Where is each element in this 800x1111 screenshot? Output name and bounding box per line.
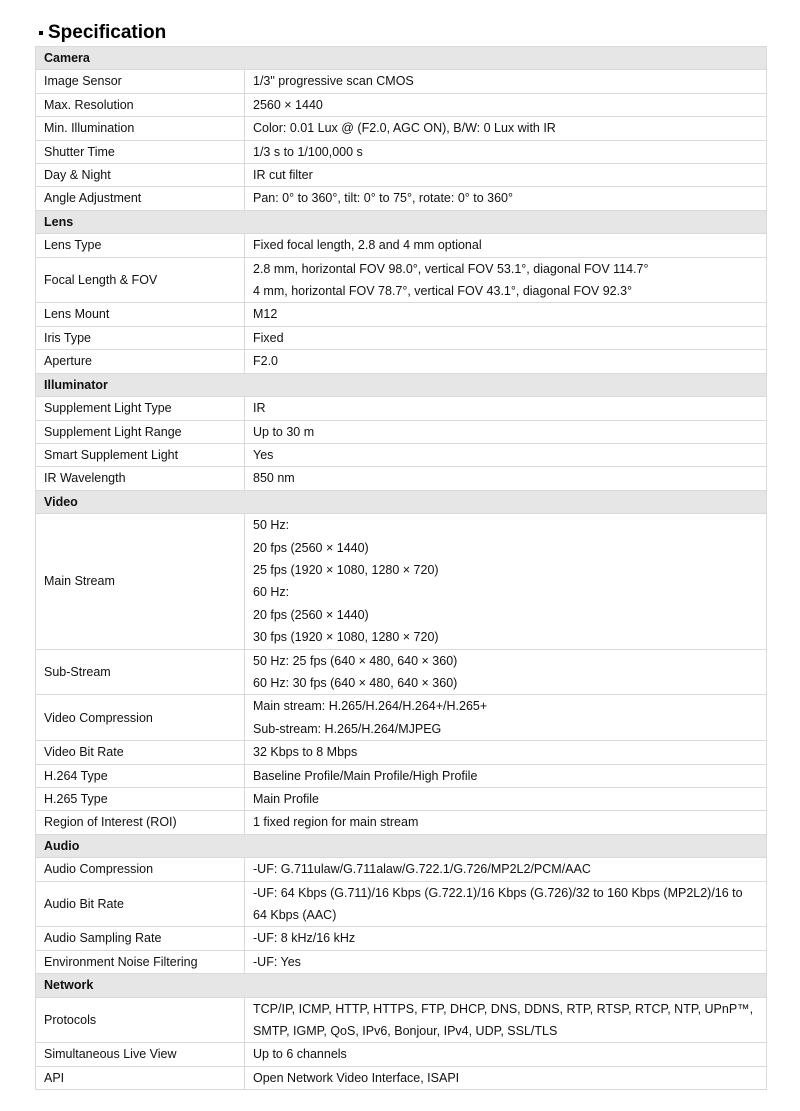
spec-label: Audio Compression: [36, 858, 245, 881]
spec-value: [245, 514, 767, 649]
spec-label: Region of Interest (ROI): [36, 811, 245, 834]
section-header-video: [36, 490, 767, 513]
spec-label: Smart Supplement Light: [36, 443, 245, 466]
spec-label: Shutter Time: [36, 140, 245, 163]
spec-row: [36, 117, 767, 140]
spec-value-line: 850 nm: [253, 471, 295, 486]
spec-value-line: 4 mm, horizontal FOV 78.7°, vertical FOV 43.1°, diagonal FOV 92.3°: [253, 284, 633, 299]
spec-value: [245, 1066, 767, 1089]
section-header-network: [36, 974, 767, 997]
spec-row: [36, 858, 767, 881]
spec-value-line: Up to 30 m: [253, 424, 315, 439]
spec-value: [245, 649, 767, 695]
spec-value-line: Sub-stream: H.265/H.264/MJPEG: [253, 721, 442, 736]
spec-value-line: 25 fps (1920 × 1080, 1280 × 720): [253, 562, 439, 577]
spec-row: [36, 234, 767, 257]
spec-table: [35, 46, 767, 1090]
spec-value: [245, 788, 767, 811]
spec-value: [245, 257, 767, 303]
spec-label: Video Compression: [36, 695, 245, 741]
spec-label: H.264 Type: [36, 764, 245, 787]
spec-row: [36, 257, 767, 303]
spec-value: [245, 443, 767, 466]
spec-value-line: TCP/IP, ICMP, HTTP, HTTPS, FTP, DHCP, DNS, DDNS, RTP, RTSP, RTCP, NTP, UPnP™,: [253, 1001, 754, 1016]
spec-label: Lens Type: [36, 234, 245, 257]
spec-value-line: 32 Kbps to 8 Mbps: [253, 745, 358, 760]
spec-value-line: Main Profile: [253, 792, 319, 806]
spec-value-line: Open Network Video Interface, ISAPI: [253, 1070, 460, 1085]
spec-label: Video Bit Rate: [36, 741, 245, 764]
section-header-lens: [36, 210, 767, 233]
spec-value-line: M12: [253, 307, 278, 322]
section-title: Audio: [36, 834, 767, 857]
spec-row: [36, 187, 767, 210]
spec-value-line: 1 fixed region for main stream: [253, 815, 419, 830]
spec-value-line: 20 fps (2560 × 1440): [253, 607, 369, 622]
spec-value-line: 20 fps (2560 × 1440): [253, 540, 369, 555]
page-title-text: Specification: [48, 22, 167, 43]
spec-row: [36, 649, 767, 695]
spec-value: [245, 997, 767, 1043]
spec-row: [36, 950, 767, 973]
spec-value: [245, 303, 767, 326]
spec-label: Aperture: [36, 350, 245, 373]
spec-row: [36, 788, 767, 811]
spec-label: Audio Sampling Rate: [36, 927, 245, 950]
spec-row: [36, 420, 767, 443]
spec-value-line: 60 Hz: 30 fps (640 × 480, 640 × 360): [253, 675, 458, 690]
spec-row: [36, 881, 767, 927]
spec-value-line: Up to 6 channels: [253, 1047, 347, 1062]
spec-row: [36, 741, 767, 764]
section-header-camera: [36, 47, 767, 70]
spec-label: API: [36, 1066, 245, 1089]
spec-value-line: -UF: 8 kHz/16 kHz: [253, 931, 356, 946]
page-title: [39, 22, 766, 44]
spec-value: [245, 140, 767, 163]
spec-label: Simultaneous Live View: [36, 1043, 245, 1066]
spec-value: [245, 695, 767, 741]
spec-value-line: Yes: [253, 447, 274, 462]
spec-value: [245, 187, 767, 210]
spec-value-line: 50 Hz: 25 fps (640 × 480, 640 × 360): [253, 653, 458, 668]
spec-value: [245, 326, 767, 349]
spec-value: [245, 467, 767, 490]
spec-value: [245, 811, 767, 834]
spec-value-line: F2.0: [253, 354, 279, 369]
spec-value: [245, 117, 767, 140]
spec-row: [36, 350, 767, 373]
spec-row: [36, 326, 767, 349]
spec-value-line: Pan: 0° to 360°, tilt: 0° to 75°, rotate: 0° to 360°: [253, 191, 514, 206]
spec-value: [245, 858, 767, 881]
spec-value-line: -UF: 64 Kbps (G.711)/16 Kbps (G.722.1)/16 Kbps (G.726)/32 to 160 Kbps (MP2L2)/16 to: [253, 885, 743, 900]
spec-row: [36, 93, 767, 116]
section-title: Lens: [36, 210, 767, 233]
spec-value-line: 50 Hz:: [253, 518, 290, 533]
spec-value: [245, 927, 767, 950]
spec-row: [36, 1066, 767, 1089]
spec-row: [36, 695, 767, 741]
spec-row: [36, 764, 767, 787]
spec-value-line: Baseline Profile/Main Profile/High Profile: [253, 768, 478, 783]
spec-row: [36, 514, 767, 649]
spec-value: [245, 397, 767, 420]
spec-label: Protocols: [36, 997, 245, 1043]
spec-row: [36, 70, 767, 93]
square-bullet-icon: [39, 31, 43, 35]
spec-label: Focal Length & FOV: [36, 257, 245, 303]
spec-row: [36, 140, 767, 163]
spec-value-line: 30 fps (1920 × 1080, 1280 × 720): [253, 630, 439, 645]
spec-row: [36, 1043, 767, 1066]
spec-label: Image Sensor: [36, 70, 245, 93]
spec-value: [245, 93, 767, 116]
spec-value: [245, 420, 767, 443]
spec-label: H.265 Type: [36, 788, 245, 811]
spec-label: Max. Resolution: [36, 93, 245, 116]
section-title: Video: [36, 490, 767, 513]
spec-value: [245, 1043, 767, 1066]
spec-label: Iris Type: [36, 326, 245, 349]
spec-value-line: Fixed: [253, 330, 284, 345]
spec-value-line: SMTP, IGMP, QoS, IPv6, Bonjour, IPv4, UDP, SSL/TLS: [253, 1024, 558, 1039]
spec-value: [245, 234, 767, 257]
spec-value: [245, 164, 767, 187]
spec-value: [245, 350, 767, 373]
section-header-illuminator: [36, 373, 767, 396]
spec-value-line: Color: 0.01 Lux @ (F2.0, AGC ON), B/W: 0 Lux with IR: [253, 121, 556, 136]
spec-value-line: 1/3 s to 1/100,000 s: [253, 144, 363, 159]
spec-value-line: Fixed focal length, 2.8 and 4 mm optional: [253, 238, 482, 253]
spec-table-body: [36, 47, 767, 1090]
spec-row: [36, 811, 767, 834]
spec-row: [36, 997, 767, 1043]
spec-label: Supplement Light Range: [36, 420, 245, 443]
spec-value-line: 2560 × 1440: [253, 97, 323, 112]
spec-label: Main Stream: [36, 514, 245, 649]
spec-row: [36, 927, 767, 950]
spec-value-line: 1/3" progressive scan CMOS: [253, 74, 414, 89]
spec-row: [36, 397, 767, 420]
spec-value: [245, 881, 767, 927]
spec-row: [36, 164, 767, 187]
spec-value-line: 60 Hz:: [253, 585, 290, 600]
spec-value: [245, 764, 767, 787]
spec-label: Supplement Light Type: [36, 397, 245, 420]
section-title: Network: [36, 974, 767, 997]
spec-label: IR Wavelength: [36, 467, 245, 490]
spec-value: [245, 950, 767, 973]
spec-label: Environment Noise Filtering: [36, 950, 245, 973]
spec-value-line: 64 Kbps (AAC): [253, 908, 337, 923]
spec-value-line: IR: [253, 401, 266, 416]
spec-label: Lens Mount: [36, 303, 245, 326]
spec-value-line: 2.8 mm, horizontal FOV 98.0°, vertical FOV 53.1°, diagonal FOV 114.7°: [253, 261, 649, 276]
spec-label: Angle Adjustment: [36, 187, 245, 210]
spec-value-line: -UF: G.711ulaw/G.711alaw/G.722.1/G.726/MP2L2/PCM/AAC: [253, 862, 591, 877]
spec-value: [245, 741, 767, 764]
spec-value: [245, 70, 767, 93]
spec-row: [36, 303, 767, 326]
section-header-audio: [36, 834, 767, 857]
section-title: Camera: [36, 47, 767, 70]
spec-value-line: Main stream: H.265/H.264/H.264+/H.265+: [253, 699, 488, 714]
spec-label: Audio Bit Rate: [36, 881, 245, 927]
spec-label: Sub-Stream: [36, 649, 245, 695]
section-title: Illuminator: [36, 373, 767, 396]
spec-row: [36, 467, 767, 490]
spec-label: Day & Night: [36, 164, 245, 187]
spec-value-line: IR cut filter: [253, 168, 313, 183]
spec-row: [36, 443, 767, 466]
spec-label: Min. Illumination: [36, 117, 245, 140]
spec-value-line: -UF: Yes: [253, 954, 301, 969]
